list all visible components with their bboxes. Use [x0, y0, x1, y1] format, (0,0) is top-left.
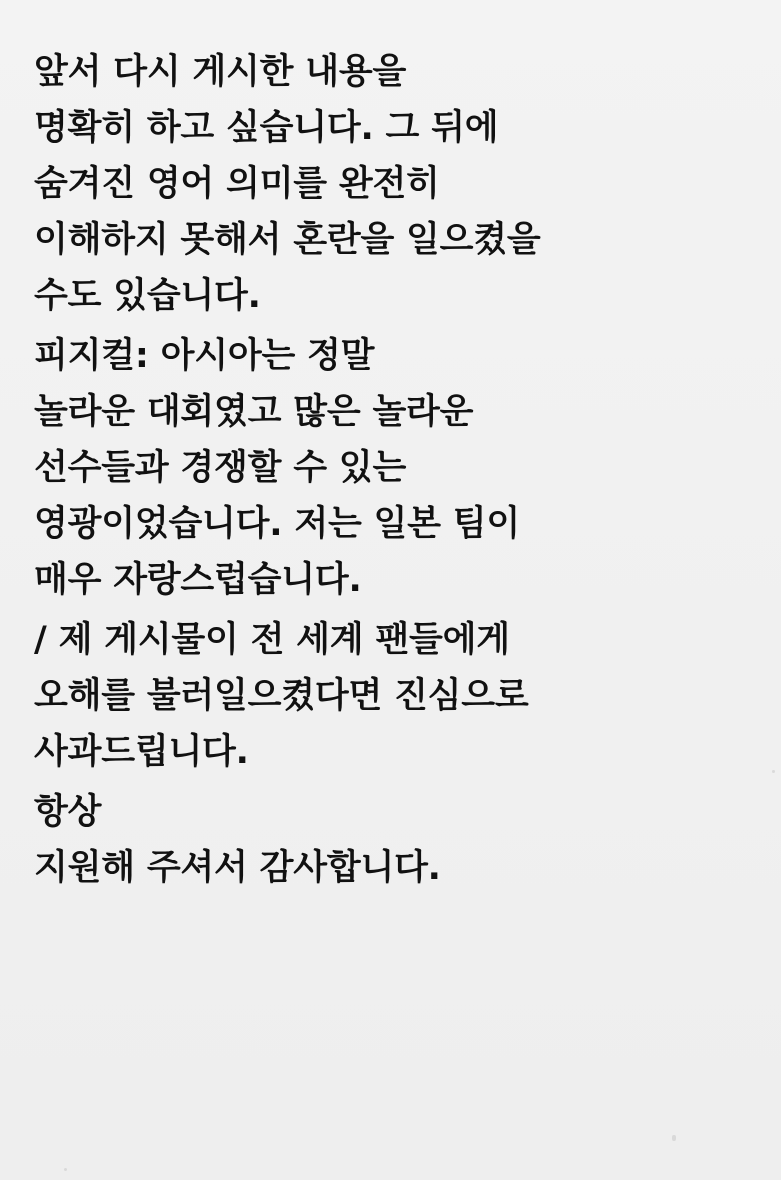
text-line: 수도 있습니다. [34, 276, 261, 316]
text-line: 항상 [34, 792, 102, 832]
text-line: 피지컬: 아시아는 정말 [34, 336, 375, 376]
text-line: 명확히 하고 싶습니다. 그 뒤에 [34, 108, 499, 148]
text-line: 사과드립니다. [34, 732, 249, 772]
text-line: 매우 자랑스럽습니다. [34, 560, 362, 600]
paragraph-apology [34, 612, 747, 780]
text-line: 앞서 다시 게시한 내용을 [34, 52, 407, 92]
statement-text-block [34, 44, 747, 896]
paragraph-clarification [34, 44, 747, 324]
text-line: 놀라운 대회였고 많은 놀라운 [34, 392, 474, 432]
text-line: 이해하지 못해서 혼란을 일으켰을 [34, 220, 541, 260]
paragraph-physical-asia [34, 328, 747, 608]
noise-speck [672, 1135, 676, 1141]
text-line: 영광이었습니다. 저는 일본 팀이 [34, 504, 520, 544]
text-line: 지원해 주셔서 감사합니다. [34, 848, 441, 888]
text-line: / 제 게시물이 전 세계 팬들에게 [34, 620, 510, 660]
paragraph-thanks [34, 784, 747, 896]
noise-speck [64, 1168, 67, 1171]
text-line: 숨겨진 영어 의미를 완전히 [34, 164, 440, 204]
text-line: 오해를 불러일으켰다면 진심으로 [34, 676, 529, 716]
text-line: 선수들과 경쟁할 수 있는 [34, 448, 407, 488]
noise-speck [772, 770, 775, 773]
